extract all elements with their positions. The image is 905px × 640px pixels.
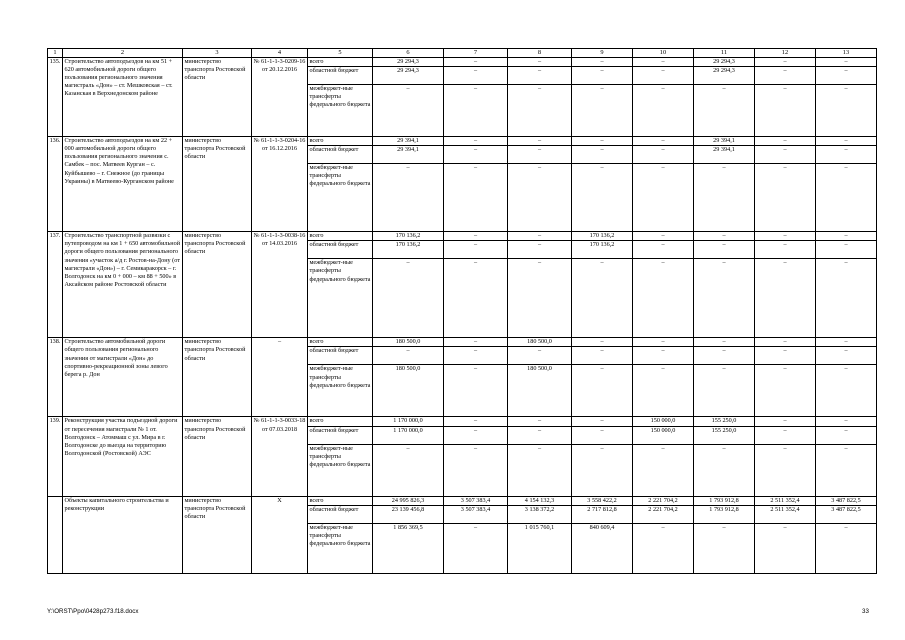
amount-cell: – — [816, 523, 877, 573]
amount-cell: 29 394,1 — [694, 146, 755, 164]
amount-cell: – — [694, 347, 755, 365]
amount-cell: – — [444, 232, 508, 241]
column-number-header: 12 — [755, 49, 816, 58]
amount-cell: – — [755, 347, 816, 365]
amount-cell: – — [444, 523, 508, 573]
amount-cell: – — [694, 232, 755, 241]
amount-cell: 29 394,1 — [694, 137, 755, 146]
amount-cell: 29 294,3 — [694, 67, 755, 85]
expertise-document: № 61-1-1-3-0209-16 от 20.12.2016 — [252, 58, 308, 137]
amount-cell: – — [633, 347, 694, 365]
amount-cell: 4 154 132,3 — [508, 496, 572, 505]
amount-cell: – — [633, 232, 694, 241]
amount-cell: – — [755, 259, 816, 338]
funding-source-label: всего — [308, 137, 373, 146]
amount-cell: 1 015 760,1 — [508, 523, 572, 573]
amount-cell: – — [373, 347, 444, 365]
expertise-document: Х — [252, 496, 308, 573]
amount-cell: 1 793 912,8 — [694, 505, 755, 523]
amount-cell: – — [444, 338, 508, 347]
column-number-header: 6 — [373, 49, 444, 58]
page-number: 33 — [862, 608, 869, 615]
row-number: 137. — [48, 232, 63, 338]
amount-cell: – — [816, 232, 877, 241]
amount-cell: 170 136,2 — [572, 241, 633, 259]
amount-cell: – — [633, 241, 694, 259]
amount-cell: – — [444, 164, 508, 232]
amount-cell: – — [816, 426, 877, 444]
amount-cell: – — [508, 146, 572, 164]
object-name: Реконструкция участка подъездной дороги от пересечения магистрали № 1 от. Волгодонск – Атоммаш с ул. Мира в г. Волгодонске до выезда на территорию Волгодонской (Ростовской) АЭС — [63, 417, 183, 496]
amount-cell: – — [633, 259, 694, 338]
amount-cell: – — [816, 338, 877, 347]
table-row — [48, 137, 877, 146]
amount-cell: 155 250,0 — [694, 426, 755, 444]
amount-cell: – — [694, 241, 755, 259]
amount-cell: – — [444, 417, 508, 426]
amount-cell: – — [444, 137, 508, 146]
amount-cell: – — [444, 347, 508, 365]
amount-cell: – — [444, 58, 508, 67]
object-name: Строительство автоподъездов на км 22 + 000 автомобильной дороги общего пользования регионального значения с. Самбек – пос. Матвеев Курган – с. Куйбышево – г. Снежное (до границы Украины) в Матвеево-Курганском районе — [63, 137, 183, 232]
amount-cell: – — [633, 137, 694, 146]
amount-cell: – — [572, 426, 633, 444]
amount-cell: 3 138 372,2 — [508, 505, 572, 523]
amount-cell: – — [508, 417, 572, 426]
amount-cell: – — [816, 241, 877, 259]
funding-source-label: всего — [308, 338, 373, 347]
column-number-header: 4 — [252, 49, 308, 58]
amount-cell: – — [694, 85, 755, 137]
object-name: Объекты капитального строительства и реконструкции — [63, 496, 183, 573]
table-row — [48, 338, 877, 347]
amount-cell: 1 170 000,0 — [373, 426, 444, 444]
table-row — [48, 232, 877, 241]
column-number-header: 7 — [444, 49, 508, 58]
amount-cell: 1 793 912,8 — [694, 496, 755, 505]
amount-cell: 840 609,4 — [572, 523, 633, 573]
amount-cell: 3 487 822,5 — [816, 496, 877, 505]
amount-cell: 3 558 422,2 — [572, 496, 633, 505]
column-number-header: 13 — [816, 49, 877, 58]
amount-cell: – — [572, 365, 633, 417]
amount-cell: – — [508, 58, 572, 67]
responsible-organization: министерство транспорта Ростовской области — [183, 58, 252, 137]
amount-cell: – — [755, 426, 816, 444]
table-row — [48, 496, 877, 505]
amount-cell: – — [633, 146, 694, 164]
amount-cell: 2 221 704,2 — [633, 505, 694, 523]
amount-cell: – — [633, 85, 694, 137]
amount-cell: – — [755, 232, 816, 241]
column-number-row — [48, 49, 877, 58]
amount-cell: – — [572, 67, 633, 85]
column-number-header: 1 — [48, 49, 63, 58]
amount-cell: 155 250,0 — [694, 417, 755, 426]
funding-source-label: межбюджет-ные трансферты федерального бюджета — [308, 365, 373, 417]
amount-cell: – — [633, 338, 694, 347]
amount-cell: 2 717 812,8 — [572, 505, 633, 523]
amount-cell: – — [572, 146, 633, 164]
amount-cell: 29 294,3 — [373, 67, 444, 85]
expertise-document: № 61-1-1-3-0033-18 от 07.03.2018 — [252, 417, 308, 496]
amount-cell: – — [572, 85, 633, 137]
amount-cell: 29 294,3 — [373, 58, 444, 67]
column-number-header: 2 — [63, 49, 183, 58]
amount-cell: – — [572, 417, 633, 426]
funding-source-label: межбюджет-ные трансферты федерального бюджета — [308, 523, 373, 573]
amount-cell: 150 000,0 — [633, 417, 694, 426]
row-number — [48, 496, 63, 573]
amount-cell: – — [633, 365, 694, 417]
amount-cell: – — [755, 67, 816, 85]
amount-cell: – — [816, 417, 877, 426]
amount-cell: 1 856 369,5 — [373, 523, 444, 573]
object-name: Строительство автомобильной дороги общего пользования регионального значения от магистрали «Дон» до спортивно-рекреационной зоны левого берега р. Дон — [63, 338, 183, 417]
amount-cell: 29 394,1 — [373, 146, 444, 164]
appendix-table — [47, 48, 877, 574]
amount-cell: – — [694, 523, 755, 573]
funding-source-label: областной бюджет — [308, 505, 373, 523]
row-number: 136. — [48, 137, 63, 232]
amount-cell: – — [816, 259, 877, 338]
amount-cell: – — [508, 85, 572, 137]
amount-cell: – — [444, 365, 508, 417]
amount-cell: – — [633, 523, 694, 573]
funding-source-label: областной бюджет — [308, 347, 373, 365]
amount-cell: – — [373, 85, 444, 137]
amount-cell: – — [755, 164, 816, 232]
amount-cell: – — [633, 164, 694, 232]
amount-cell: – — [508, 164, 572, 232]
expertise-document: № 61-1-1-3-0204-16 от 16.12.2016 — [252, 137, 308, 232]
amount-cell: – — [508, 67, 572, 85]
funding-source-label: областной бюджет — [308, 426, 373, 444]
expertise-document: № 61-1-1-3-0038-16 от 14.03.2016 — [252, 232, 308, 338]
funding-source-label: межбюджет-ные трансферты федерального бюджета — [308, 164, 373, 232]
amount-cell: – — [694, 365, 755, 417]
responsible-organization: министерство транспорта Ростовской области — [183, 338, 252, 417]
amount-cell: – — [633, 67, 694, 85]
amount-cell: – — [694, 444, 755, 496]
amount-cell: – — [373, 164, 444, 232]
funding-source-label: всего — [308, 496, 373, 505]
amount-cell: – — [816, 67, 877, 85]
amount-cell: 150 000,0 — [633, 426, 694, 444]
funding-source-label: областной бюджет — [308, 241, 373, 259]
amount-cell: – — [508, 241, 572, 259]
amount-cell: – — [694, 338, 755, 347]
funding-source-label: всего — [308, 417, 373, 426]
amount-cell: 1 170 000,0 — [373, 417, 444, 426]
funding-source-label: всего — [308, 232, 373, 241]
amount-cell: – — [816, 365, 877, 417]
amount-cell: – — [816, 137, 877, 146]
responsible-organization: министерство транспорта Ростовской области — [183, 232, 252, 338]
amount-cell: – — [444, 146, 508, 164]
amount-cell: – — [755, 444, 816, 496]
amount-cell: 170 136,2 — [572, 232, 633, 241]
amount-cell: 3 507 383,4 — [444, 505, 508, 523]
column-number-header: 9 — [572, 49, 633, 58]
amount-cell: 170 136,2 — [373, 232, 444, 241]
amount-cell: – — [694, 164, 755, 232]
table-row — [48, 58, 877, 67]
funding-source-label: межбюджет-ные трансферты федерального бюджета — [308, 444, 373, 496]
amount-cell: 180 500,0 — [508, 338, 572, 347]
amount-cell: 24 995 826,3 — [373, 496, 444, 505]
amount-cell: 180 500,0 — [373, 338, 444, 347]
amount-cell: – — [444, 259, 508, 338]
amount-cell: – — [373, 259, 444, 338]
amount-cell: 180 500,0 — [373, 365, 444, 417]
amount-cell: – — [508, 426, 572, 444]
expertise-document: – — [252, 338, 308, 417]
amount-cell: 23 139 456,8 — [373, 505, 444, 523]
amount-cell: 2 511 352,4 — [755, 505, 816, 523]
amount-cell: 3 507 383,4 — [444, 496, 508, 505]
amount-cell: – — [816, 146, 877, 164]
document-file-path: Y:\ORST\Ppo\0428p273.f18.docx — [47, 608, 139, 615]
amount-cell: – — [816, 444, 877, 496]
amount-cell: – — [755, 338, 816, 347]
funding-source-label: всего — [308, 58, 373, 67]
amount-cell: – — [444, 241, 508, 259]
responsible-organization: министерство транспорта Ростовской области — [183, 137, 252, 232]
amount-cell: – — [572, 347, 633, 365]
amount-cell: – — [572, 338, 633, 347]
amount-cell: – — [816, 58, 877, 67]
amount-cell: – — [373, 444, 444, 496]
funding-source-label: межбюджет-ные трансферты федерального бюджета — [308, 85, 373, 137]
funding-source-label: межбюджет-ные трансферты федерального бюджета — [308, 259, 373, 338]
amount-cell: 2 221 704,2 — [633, 496, 694, 505]
amount-cell: 29 294,3 — [694, 58, 755, 67]
amount-cell: – — [508, 259, 572, 338]
amount-cell: – — [755, 417, 816, 426]
amount-cell: – — [633, 58, 694, 67]
amount-cell: – — [633, 444, 694, 496]
object-name: Строительство автоподъездов на км 51 + 620 автомобильной дороги общего пользования регионального значения магистраль «Дон» – ст. Мешковская – ст. Казанская в Верхнедонском районе — [63, 58, 183, 137]
amount-cell: – — [508, 347, 572, 365]
amount-cell: – — [755, 85, 816, 137]
funding-source-label: областной бюджет — [308, 67, 373, 85]
funding-source-label: областной бюджет — [308, 146, 373, 164]
row-number: 139. — [48, 417, 63, 496]
amount-cell: – — [572, 137, 633, 146]
amount-cell: – — [444, 67, 508, 85]
amount-cell: – — [694, 259, 755, 338]
column-number-header: 3 — [183, 49, 252, 58]
amount-cell: 180 500,0 — [508, 365, 572, 417]
column-number-header: 5 — [308, 49, 373, 58]
amount-cell: – — [816, 347, 877, 365]
amount-cell: – — [755, 58, 816, 67]
amount-cell: – — [572, 259, 633, 338]
amount-cell: – — [755, 365, 816, 417]
amount-cell: – — [508, 137, 572, 146]
amount-cell: – — [755, 241, 816, 259]
amount-cell: – — [816, 164, 877, 232]
column-number-header: 10 — [633, 49, 694, 58]
row-number: 138. — [48, 338, 63, 417]
amount-cell: – — [816, 85, 877, 137]
table-row — [48, 417, 877, 426]
column-number-header: 11 — [694, 49, 755, 58]
amount-cell: – — [572, 164, 633, 232]
amount-cell: – — [444, 85, 508, 137]
amount-cell: 170 136,2 — [373, 241, 444, 259]
amount-cell: 29 394,1 — [373, 137, 444, 146]
amount-cell: – — [572, 58, 633, 67]
amount-cell: – — [755, 137, 816, 146]
object-name: Строительство транспортной развязки с путепроводом на км 1 + 650 автомобильной дороги общего пользования регионального значения «участок а/д г. Ростов-на-Дону (от магистрали «Дон») – г. Семикаракорск – г. Волгодонск на км 0 + 000 – км 88 + 500» в Аксайском районе Ростовской области — [63, 232, 183, 338]
amount-cell: – — [755, 523, 816, 573]
amount-cell: – — [572, 444, 633, 496]
responsible-organization: министерство транспорта Ростовской области — [183, 496, 252, 573]
amount-cell: 2 511 352,4 — [755, 496, 816, 505]
column-number-header: 8 — [508, 49, 572, 58]
responsible-organization: министерство транспорта Ростовской области — [183, 417, 252, 496]
amount-cell: – — [508, 444, 572, 496]
amount-cell: 3 487 822,5 — [816, 505, 877, 523]
amount-cell: – — [755, 146, 816, 164]
row-number: 135. — [48, 58, 63, 137]
amount-cell: – — [444, 444, 508, 496]
amount-cell: – — [444, 426, 508, 444]
amount-cell: – — [508, 232, 572, 241]
